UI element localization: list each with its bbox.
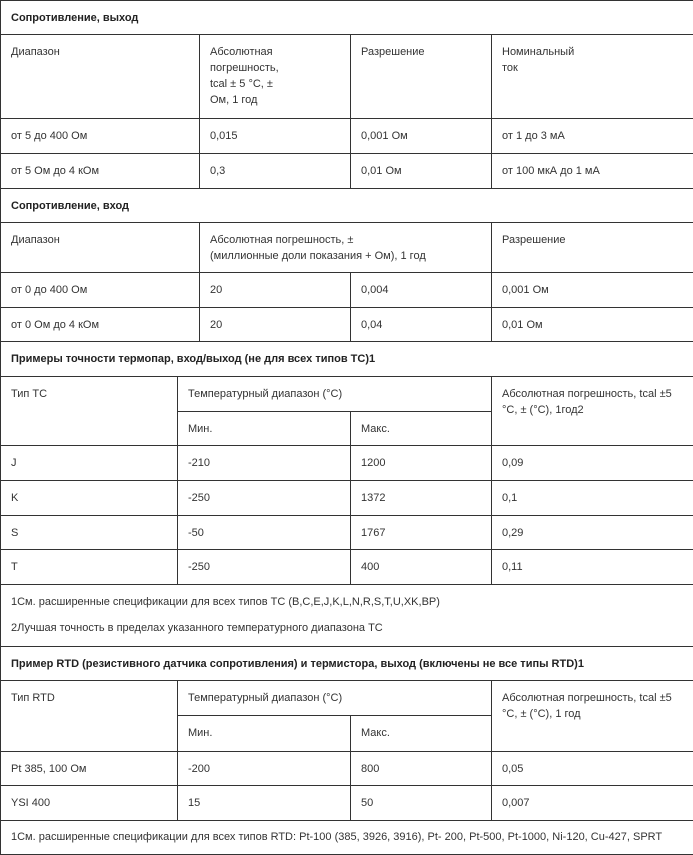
col-header-max: Макс. [351,412,492,446]
col-header-range: Диапазон [1,223,200,273]
cell-max: 400 [351,550,492,585]
cell-tc-type: T [1,550,178,585]
cell-current: от 1 до 3 мА [492,119,693,154]
col-header-min: Мин. [178,715,351,751]
cell-min: -50 [178,516,351,550]
col-header-resolution: Разрешение [492,223,693,273]
col-header-tc-accuracy: Абсолютная погрешность, tcal ±5 °C, ± (°C), 1год2 [492,377,693,446]
col-header-resolution: Разрешение [351,35,492,119]
cell-range: от 5 до 400 Ом [1,119,200,154]
cell-range: от 5 Ом до 4 кОм [1,154,200,189]
footnote-1: 1См. расширенные спецификации для всех типов ТС (B,C,E,J,K,L,N,R,S,T,U,XK,BP) [1,585,693,616]
cell-ohm: 0,04 [351,308,492,342]
col-header-accuracy [200,223,492,273]
cell-resolution: 0,001 Ом [492,273,693,308]
cell-min: -200 [178,751,351,785]
cell-ppm: 20 [200,308,351,342]
table-row [1,308,693,342]
cell-min: -210 [178,446,351,481]
cell-rtd-type: Pt 385, 100 Ом [1,751,178,785]
cell-accuracy: 0,3 [200,154,351,189]
table-row [1,785,693,820]
cell-accuracy: 0,11 [492,550,693,585]
cell-range: от 0 Ом до 4 кОм [1,308,200,342]
cell-accuracy: 0,1 [492,481,693,516]
section-heading-thermocouples: Примеры точности термопар, вход/выход (не для всех типов ТС)1 [1,342,693,377]
cell-ohm: 0,004 [351,273,492,308]
cell-tc-type: S [1,516,178,550]
col-header-accuracy [200,35,351,119]
col-header-range: Диапазон [1,35,200,119]
cell-accuracy: 0,05 [492,751,693,785]
cell-range: от 0 до 400 Ом [1,273,200,308]
table-row [1,273,693,308]
cell-max: 50 [351,785,492,820]
cell-tc-type: J [1,446,178,481]
cell-tc-type: K [1,481,178,516]
col-header-current-text: Номинальный ток [502,46,574,74]
col-header-tc-type: Тип ТС [1,377,178,446]
table-row [1,751,693,785]
footnote-2: 2Лучшая точность в пределах указанного температурного диапазона ТС [1,615,693,646]
col-header-accuracy-text: Абсолютная погрешность, tcal ± 5 °C, ± Ом, 1 год [210,46,279,106]
cell-current: от 100 мкА до 1 мА [492,154,693,189]
col-header-max: Макс. [351,715,492,751]
table-row [1,481,693,516]
table-row [1,446,693,481]
table-row [1,550,693,585]
cell-max: 1200 [351,446,492,481]
table-row [1,516,693,550]
col-header-rtd-type: Тип RTD [1,680,178,751]
cell-resolution: 0,01 Ом [492,308,693,342]
cell-accuracy: 0,09 [492,446,693,481]
section-heading-resistance-input: Сопротивление, вход [1,189,693,223]
col-header-temp-range: Температурный диапазон (°C) [178,377,492,412]
col-header-temp-range: Температурный диапазон (°C) [178,680,492,715]
cell-accuracy: 0,015 [200,119,351,154]
col-header-accuracy-text: Абсолютная погрешность, ± (миллионные доли показания + Ом), 1 год [210,234,426,262]
cell-accuracy: 0,29 [492,516,693,550]
section-heading-resistance-output: Сопротивление, выход [1,1,693,35]
section-heading-rtd: Пример RTD (резистивного датчика сопротивления) и термистора, выход (включены не все типы RTD)1 [1,646,693,680]
cell-min: -250 [178,481,351,516]
cell-min: 15 [178,785,351,820]
col-header-rtd-accuracy: Абсолютная погрешность, tcal ±5 °C, ± (°C), 1 год [492,680,693,751]
cell-accuracy: 0,007 [492,785,693,820]
col-header-min: Мин. [178,412,351,446]
cell-max: 800 [351,751,492,785]
cell-rtd-type: YSI 400 [1,785,178,820]
table-row [1,119,693,154]
cell-max: 1372 [351,481,492,516]
cell-resolution: 0,01 Ом [351,154,492,189]
cell-ppm: 20 [200,273,351,308]
table-row [1,154,693,189]
cell-resolution: 0,001 Ом [351,119,492,154]
footnote-rtd: 1См. расширенные спецификации для всех типов RTD: Pt-100 (385, 3926, 3916), Pt- 200, Pt-500, Pt-1000, Ni-120, Cu-427, SPRT [1,820,693,854]
cell-min: -250 [178,550,351,585]
col-header-current [492,35,693,119]
cell-max: 1767 [351,516,492,550]
